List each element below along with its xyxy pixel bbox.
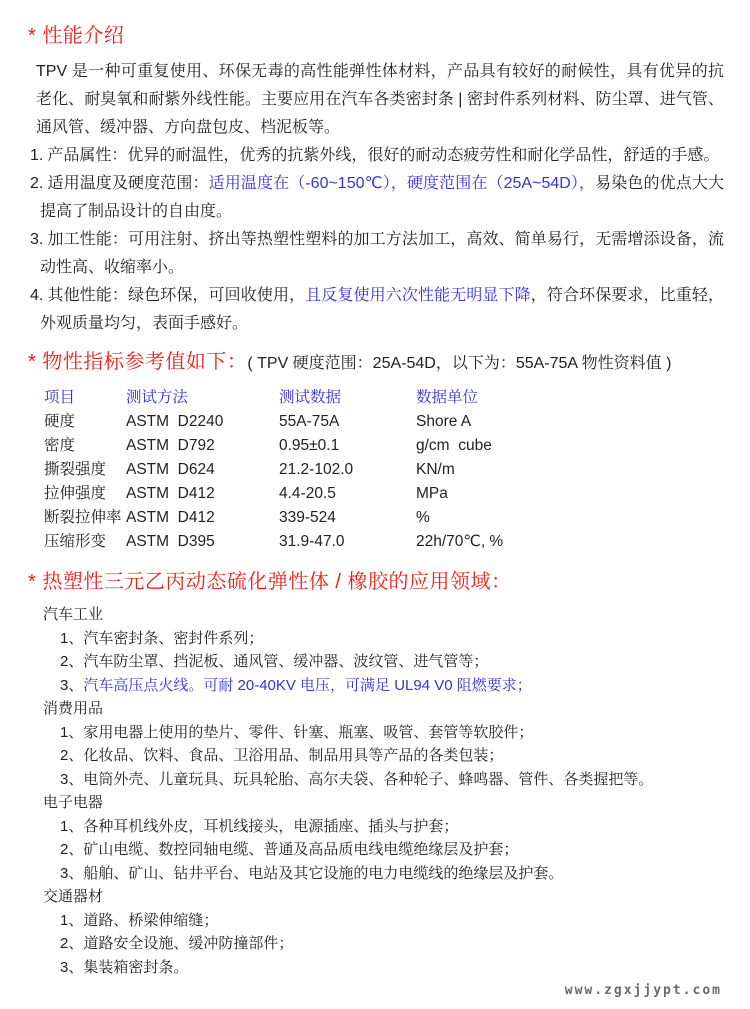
item-number: 3、 [60, 958, 84, 976]
list-item [60, 721, 724, 745]
application-groups [28, 603, 724, 979]
text-segment: 加工性能：可用注射、挤出等热塑性塑料的加工方法加工，高效、简单易行，无需增添设备，流动性高、收缩率小。 [40, 231, 724, 276]
list-item [28, 142, 724, 170]
table-cell: 339-524 [279, 509, 336, 526]
list-item [60, 956, 724, 980]
properties-table-body [44, 410, 503, 554]
list-item [60, 627, 724, 651]
table-row [44, 410, 503, 434]
properties-table [44, 386, 503, 554]
list-item [60, 838, 724, 862]
item-number: 2. [30, 175, 44, 192]
table-cell: 4.4-20.5 [279, 485, 336, 502]
table-cell: 压缩形变 [44, 533, 107, 550]
application-group-title: 汽车工业 [43, 606, 104, 623]
column-header-item: 项目 [44, 389, 76, 406]
list-item [60, 768, 724, 792]
text-segment: 产品属性：优异的耐温性，优秀的抗紫外线，很好的耐动态疲劳性和耐化学品性，舒适的手感。 [47, 147, 720, 164]
table-cell: 断裂拉伸率 [44, 509, 122, 526]
list-item [60, 932, 724, 956]
item-number: 4. [30, 287, 44, 304]
item-number: 2、 [60, 935, 84, 952]
intro-paragraph: TPV 是一种可重复使用、环保无毒的高性能弹性体材料，产品具有较好的耐候性，具有优异的抗老化、耐臭氧和耐紫外线性能。主要应用在汽车各类密封条 | 密封件系列材料、防尘罩、进气管、通风管、缓冲器、方向盘包皮、档泥板等。 [36, 63, 724, 136]
table-row [44, 482, 503, 506]
text-segment: 汽车高压点火线。可耐 20-40KV 电压，可满足 UL94 V0 阻燃要求； [83, 676, 532, 694]
text-segment: 道路、桥梁伸缩缝； [83, 911, 219, 929]
performance-feature-list [28, 142, 724, 338]
table-cell: ASTM D395 [126, 533, 215, 550]
table-cell: % [416, 509, 430, 526]
text-segment: ，符合环保要求，比重轻，外观质量均匀，表面手感好。 [40, 287, 724, 332]
text-segment: 易染色的优点大大提高了制品设计的自由度。 [40, 175, 724, 220]
application-group-title: 电子电器 [43, 794, 104, 811]
text-segment: 家用电器上使用的垫片、零件、针塞、瓶塞、吸管、套管等软胶件； [83, 723, 534, 741]
list-item [28, 282, 724, 338]
item-number: 1、 [60, 723, 84, 741]
application-group-title: 交通器材 [43, 888, 104, 905]
text-segment: 适用温度及硬度范围： [47, 175, 209, 192]
text-segment: 化妆品、饮料、食品、卫浴用品、制品用具等产品的各类包装； [83, 747, 504, 764]
text-segment: 集装箱密封条。 [83, 958, 189, 976]
table-cell: 硬度 [44, 413, 76, 430]
table-row [44, 434, 503, 458]
text-segment: 且反复使用六次性能无明显下降 [305, 287, 531, 304]
table-cell: Shore A [416, 413, 472, 430]
table-cell: 31.9-47.0 [279, 533, 345, 550]
table-row [44, 506, 503, 530]
table-row [44, 458, 503, 482]
table-cell: 撕裂强度 [44, 461, 107, 478]
performance-section-heading: * 性能介绍 [28, 25, 125, 47]
item-number: 1、 [60, 911, 84, 929]
item-number: 2、 [60, 747, 84, 764]
properties-section-heading [28, 350, 724, 376]
table-cell: g/cm cube [416, 437, 492, 454]
text-segment: 道路安全设施、缓冲防撞部件； [83, 935, 294, 952]
application-group-title: 消费用品 [43, 700, 104, 717]
list-item [60, 815, 724, 839]
table-cell: 21.2-102.0 [279, 461, 354, 478]
properties-heading-note: ( TPV 硬度范围：25A-54D，以下为：55A-75A 物性资料值 ) [247, 355, 672, 372]
list-item [60, 744, 724, 768]
column-header-unit: 数据单位 [416, 389, 479, 406]
item-number: 3、 [60, 864, 84, 882]
table-cell: ASTM D792 [126, 437, 215, 454]
text-segment: 其他性能：绿色环保，可回收使用， [47, 287, 306, 304]
table-row [44, 530, 503, 554]
table-cell: 0.95±0.1 [279, 437, 340, 454]
table-cell: ASTM D412 [126, 509, 215, 526]
text-segment: 汽车密封条、密封件系列； [83, 629, 264, 647]
table-cell: ASTM D2240 [126, 413, 224, 430]
item-number: 2、 [60, 653, 84, 670]
text-segment: 汽车防尘罩、挡泥板、通风管、缓冲器、波纹管、进气管等； [83, 653, 489, 670]
item-number: 1. [30, 147, 44, 164]
table-cell: 55A-75A [279, 413, 340, 430]
text-segment: 电筒外壳、儿童玩具、玩具轮胎、高尔夫袋、各种轮子、蜂鸣器、管件、各类握把等。 [83, 770, 654, 788]
table-cell: 22h/70℃, % [416, 533, 504, 550]
text-segment: 船舶、矿山、钻井平台、电站及其它设施的电力电缆线的绝缘层及护套。 [83, 864, 564, 882]
item-number: 3、 [60, 676, 84, 694]
table-cell: 密度 [44, 437, 76, 454]
item-number: 2、 [60, 841, 84, 858]
item-number: 1、 [60, 817, 84, 835]
item-number: 1、 [60, 629, 84, 647]
item-number: 3、 [60, 770, 84, 788]
list-item [28, 226, 724, 282]
list-item [60, 862, 724, 886]
table-cell: ASTM D412 [126, 485, 215, 502]
column-header-data: 测试数据 [279, 389, 342, 406]
list-item [60, 650, 724, 674]
table-cell: KN/m [416, 461, 455, 478]
properties-heading-red: * 物性指标参考值如下： [28, 351, 248, 373]
text-segment: 适用温度在（-60~150℃），硬度范围在（25A~54D）， [208, 175, 596, 192]
table-cell: ASTM D624 [126, 461, 215, 478]
table-cell: MPa [416, 485, 448, 502]
watermark-url: www.zgxjjypt.com [564, 983, 722, 998]
applications-section-heading: * 热塑性三元乙丙动态硫化弹性体 / 橡胶的应用领域： [28, 571, 512, 593]
table-header-row [44, 386, 503, 410]
text-segment: 各种耳机线外皮，耳机线接头，电源插座、插头与护套； [83, 817, 459, 835]
table-cell: 拉伸强度 [44, 485, 107, 502]
list-item [60, 674, 724, 698]
list-item [28, 170, 724, 226]
item-number: 3. [30, 231, 44, 248]
list-item [60, 909, 724, 933]
column-header-method: 测试方法 [126, 389, 189, 406]
text-segment: 矿山电缆、数控同轴电缆、普通及高品质电线电缆绝缘层及护套； [83, 841, 519, 858]
